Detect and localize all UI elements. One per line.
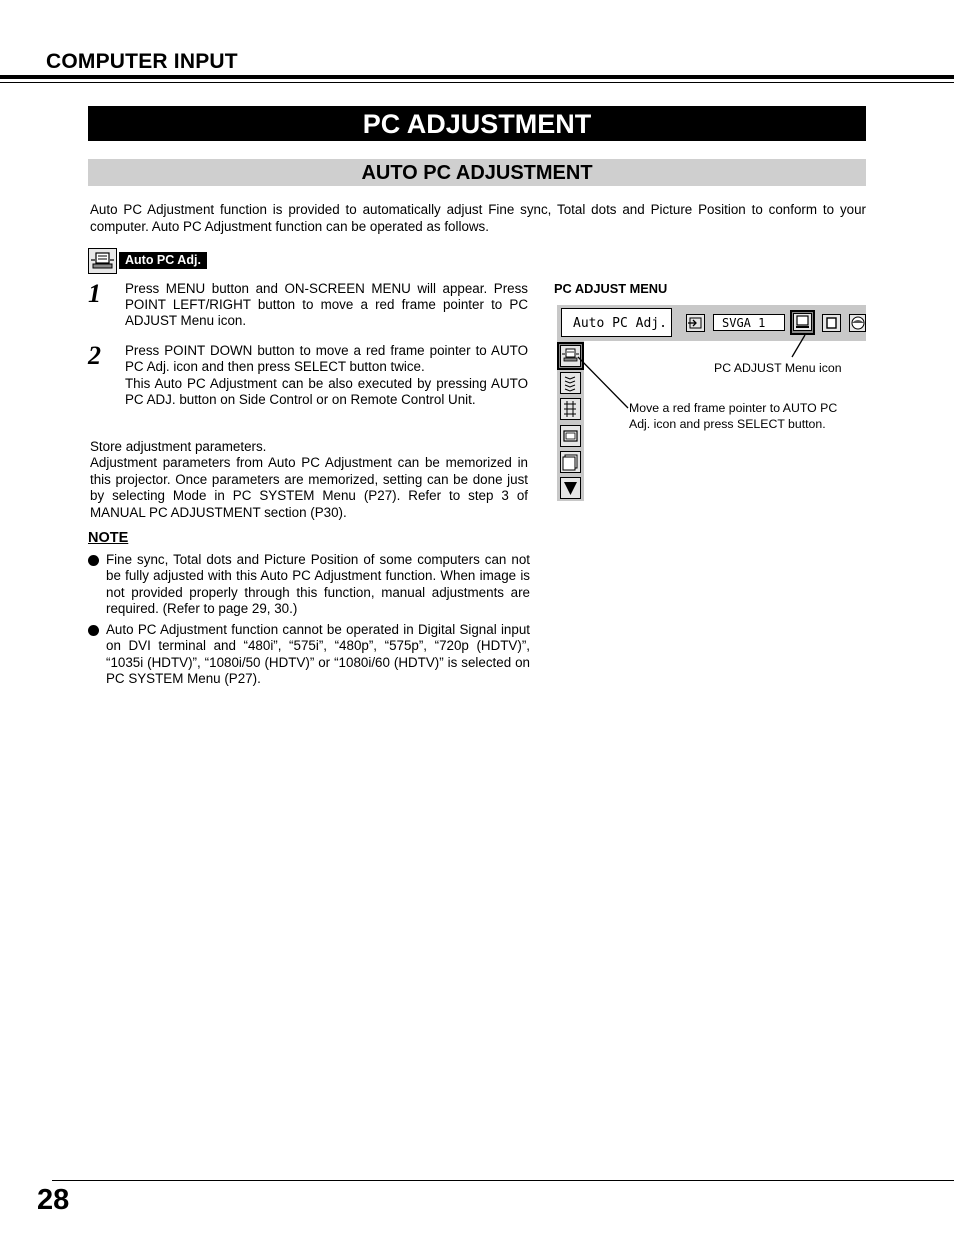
function-tag-label: Auto PC Adj. — [119, 252, 207, 269]
bullet-icon — [88, 625, 99, 636]
footer-rule — [52, 1180, 954, 1181]
step-number: 1 — [88, 279, 101, 308]
header-rule-thin — [0, 82, 954, 83]
store-heading: Store adjustment parameters. — [90, 439, 267, 454]
menu-title: PC ADJUST MENU — [554, 281, 668, 296]
step-text: Press POINT DOWN button to move a red frame pointer to AUTO PC Adj. icon and then press SELECT button twice. — [125, 343, 528, 375]
note-item: Auto PC Adjustment function cannot be operated in Digital Signal input on DVI terminal and “480i”, “575i”, “480p”, “575p”, “720p (HDTV)”, “1035i (HDTV)”, “1080i/50 (HDTV)” or “1080i/60 (HDTV)” is selected on PC SYSTEM Menu (P27). — [106, 622, 530, 687]
source-select[interactable]: SVGA 1 — [713, 314, 785, 331]
page-number: 28 — [37, 1184, 70, 1216]
menu-display: Auto PC Adj. — [561, 308, 672, 337]
section-title: COMPUTER INPUT — [46, 50, 238, 73]
memory-icon[interactable] — [560, 451, 581, 473]
note-item: Fine sync, Total dots and Picture Position of some computers can not be fully adjusted with this Auto PC Adjustment function. When image is not provided properly through this function, manual adjustments are required. (Refer to page 29, 30.) — [106, 552, 530, 617]
step-number: 2 — [88, 341, 101, 370]
page-title: PC ADJUSTMENT — [88, 106, 866, 141]
bullet-icon — [88, 555, 99, 566]
callout-pointer: Move a red frame pointer to AUTO PC Adj. icon and press SELECT button. — [629, 401, 838, 431]
down-arrow-icon[interactable] — [560, 477, 581, 499]
callout-menu-icon: PC ADJUST Menu icon — [714, 361, 842, 375]
step-extra-text: This Auto PC Adjustment can be also executed by pressing AUTO PC ADJ. button on Side Control or on Remote Control Unit. — [125, 376, 528, 408]
monitor-adjust-icon — [88, 248, 117, 274]
note-heading: NOTE — [88, 530, 129, 546]
step-text: Press MENU button and ON-SCREEN MENU will appear. Press POINT LEFT/RIGHT button to move a red frame pointer to PC ADJUST Menu icon. — [125, 281, 528, 329]
store-block — [90, 439, 528, 521]
intro-paragraph: Auto PC Adjustment function is provided to automatically adjust Fine sync, Total dots and Picture Position to conform to your computer. Auto PC Adjustment function can be operated as follows. — [90, 202, 866, 234]
store-text: Adjustment parameters from Auto PC Adjustment can be memorized in this projector. Once parameters are memorized, setting can be done just by selecting Mode in PC SYSTEM Menu (P27). Refer to step 3 of MANUAL PC ADJUSTMENT section (P30). — [90, 455, 528, 520]
header-rule — [0, 75, 954, 79]
page-subtitle: AUTO PC ADJUSTMENT — [88, 159, 866, 186]
